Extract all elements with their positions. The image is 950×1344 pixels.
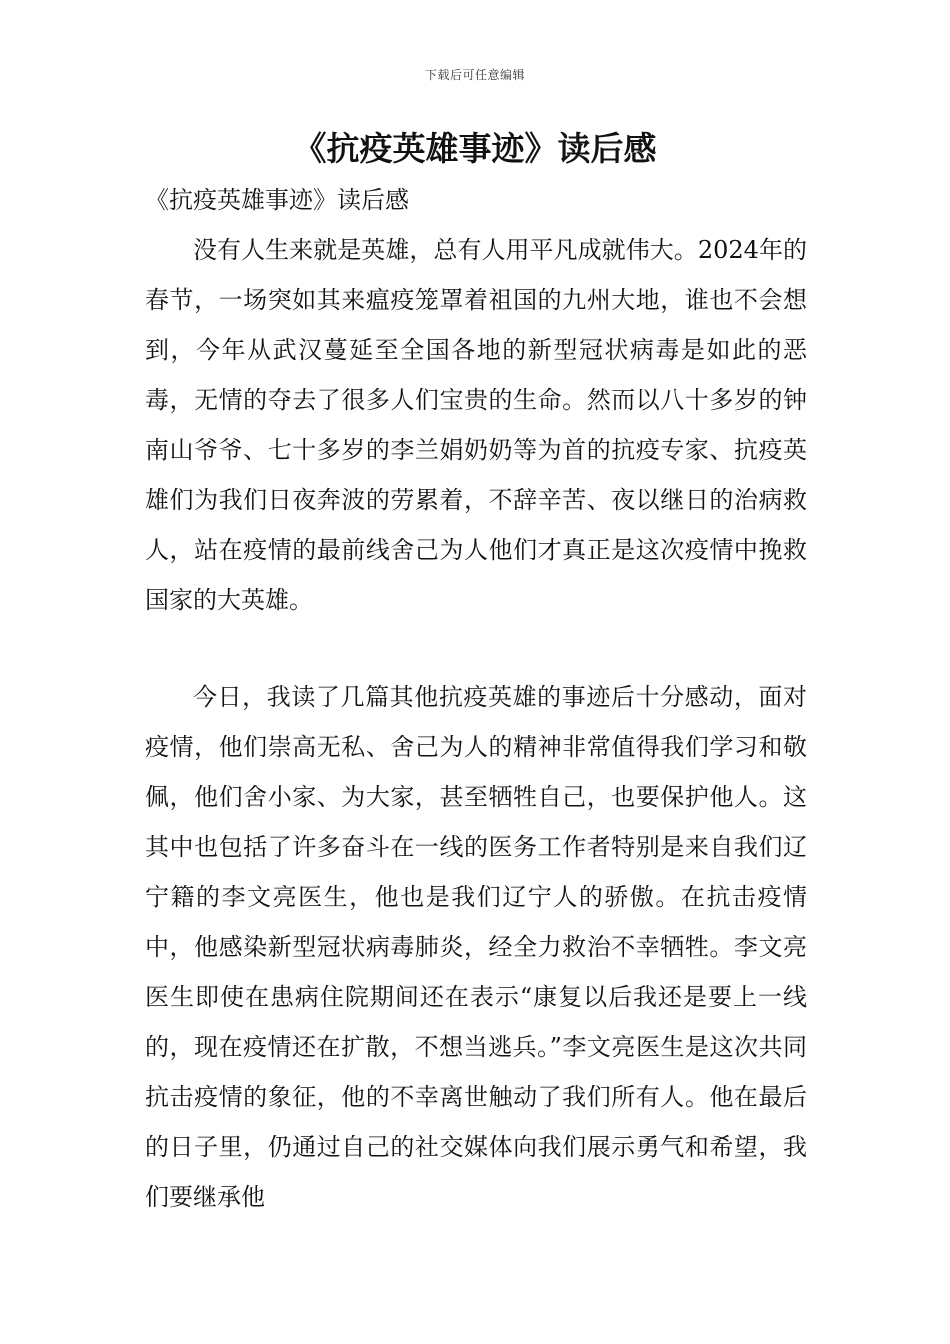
header-note: 下载后可任意编辑 [424,68,525,82]
page-title: 《抗疫英雄事迹》读后感 [293,129,657,168]
document-subtitle: 《抗疫英雄事迹》读后感 [145,186,409,214]
paragraph-2: 今日，我读了几篇其他抗疫英雄的事迹后十分感动，面对疫情，他们崇高无私、舍己为人的精神非常值得我们学习和敬佩，他们舍小家、为大家，甚至牺牲自己，也要保护他人。这其中也包括了许多奋斗在一线的医务工作者特别是来自我们辽宁籍的李文亮医生，他也是我们辽宁人的骄傲。在抗击疫情中，他感染新型冠状病毒肺炎，经全力救治不幸牺牲。李文亮医生即使在患病住院期间还在表示“康复以后我还是要上一线的，现在疫情还在扩散，不想当逃兵。”李文亮医生是这次共同抗击疫情的象征，他的不幸离世触动了我们所有人。他在最后的日子里，仍通过自己的社交媒体向我们展示勇气和希望，我们要继承他 [145,683,807,1211]
paragraph-1: 没有人生来就是英雄，总有人用平凡成就伟大。2024年的春节，一场突如其来瘟疫笼罩着祖国的九州大地，谁也不会想到，今年从武汉蔓延至全国各地的新型冠状病毒是如此的恶毒，无情的夺去了很多人们宝贵的生命。然而以八十多岁的钟南山爷爷、七十多岁的李兰娟奶奶等为首的抗疫专家、抗疫英雄们为我们日夜奔波的劳累着，不辞辛苦、夜以继日的治病救人，站在疫情的最前线舍己为人他们才真正是这次疫情中挽救国家的大英雄。 [145,236,807,614]
